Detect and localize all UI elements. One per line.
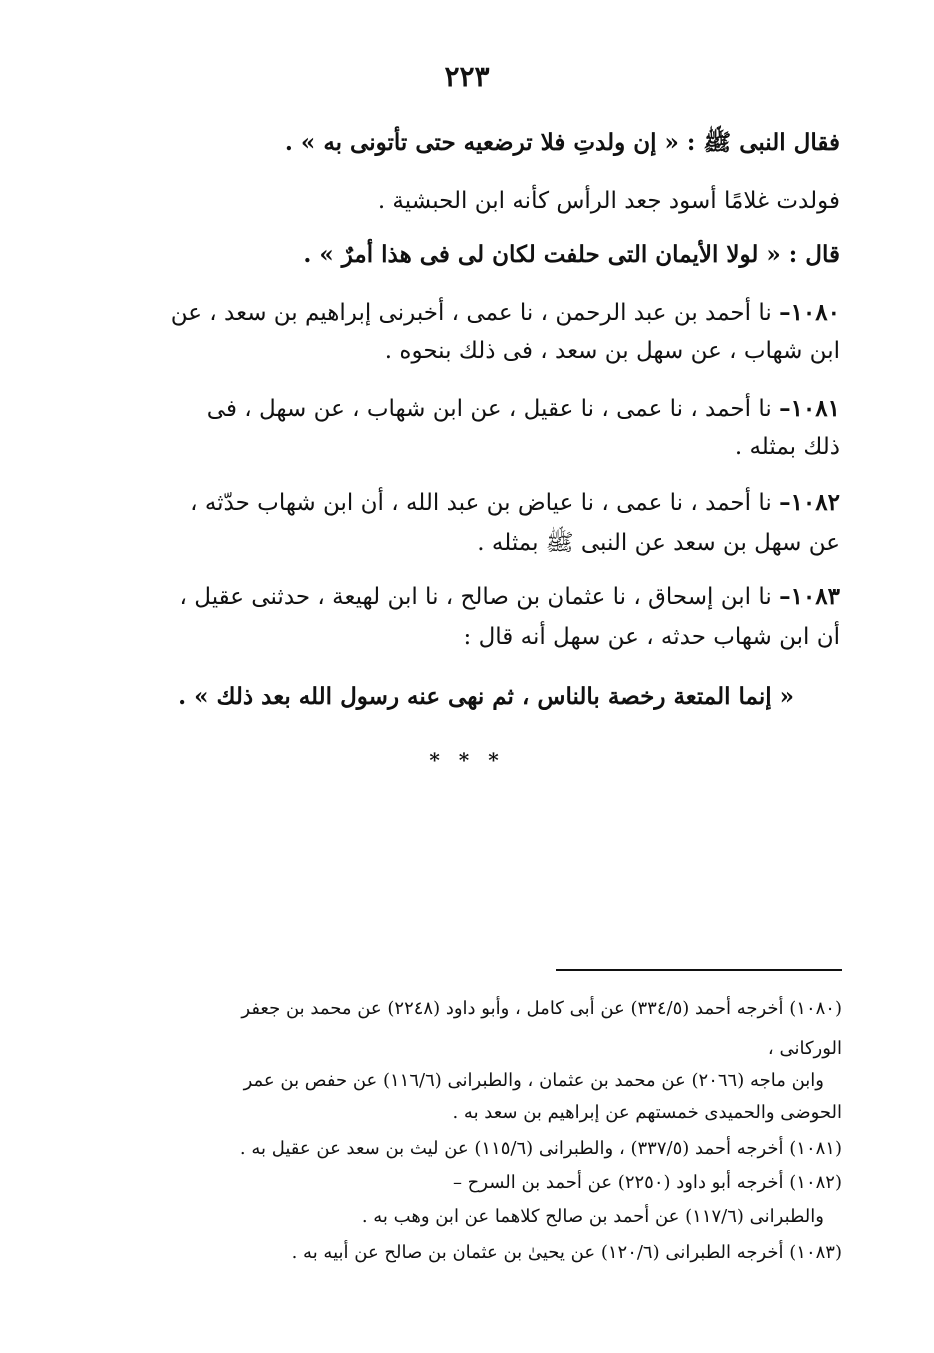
hadith-1083-line-2: أن ابن شهاب حدثه ، عن سهل أنه قال : [463, 624, 840, 650]
hadith-number: ١٠٨١ [790, 395, 840, 422]
hadith-1082-line-1 [96, 486, 840, 520]
hadith-1080-line-1 [96, 296, 840, 330]
hadith-1083-line-1 [96, 580, 840, 614]
hadith-text: نا أحمد ، نا عمى ، نا عقيل ، عن ابن شهاب ، عن سهل ، فى [206, 396, 780, 422]
text-line-3: قال : « لولا الأيمان التى حلفت لكان لى فى هذا أمرٌ » . [303, 241, 840, 268]
hadith-number: ١٠٨٣ [790, 583, 840, 610]
footnote-separator [556, 969, 842, 971]
footnote-line-3: وابن ماجه (٢٠٦٦) عن محمد بن عثمان ، والطبرانى (١١٦/٦) عن حفص بن عمر [243, 1070, 824, 1091]
section-divider-stars: * * * [429, 748, 505, 772]
footnote-line-1: (١٠٨٠) أخرجه أحمد (٣٣٤/٥) عن أبى كامل ، وأبو داود (٢٢٤٨) عن محمد بن جعفر [241, 998, 842, 1019]
hadith-1082-line-2: عن سهل بن سعد عن النبى ﷺ بمثله . [477, 530, 840, 556]
hadith-text: نا أحمد ، نا عمى ، نا عياض بن عبد الله ، أن ابن شهاب حدّثه ، [190, 490, 780, 516]
text-line-1: فقال النبى ﷺ : « إن ولدتِ فلا ترضعيه حتى تأتونى به » . [284, 129, 840, 156]
hadith-dash: – [779, 583, 791, 610]
text-line-2: فولدت غلامًا أسود جعد الرأس كأنه ابن الحبشية . [377, 188, 840, 214]
footnote-line-6: (١٠٨٢) أخرجه أبو داود (٢٢٥٠) عن أحمد بن السرح – [452, 1172, 842, 1193]
hadith-number: ١٠٨٢ [790, 489, 840, 516]
footnote-line-7: والطبرانى (١١٧/٦) عن أحمد بن صالح كلاهما عن ابن وهب به . [361, 1206, 824, 1227]
hadith-1081-line-2: ذلك بمثله . [734, 434, 840, 460]
hadith-text: نا أحمد بن عبد الرحمن ، نا عمى ، أخبرنى إبراهيم بن سعد ، عن [170, 300, 780, 326]
hadith-dash: – [779, 395, 791, 422]
footnote-line-8: (١٠٨٣) أخرجه الطبرانى (١٢٠/٦) عن يحيىٰ بن عثمان بن صالح عن أبيه به . [291, 1242, 842, 1263]
hadith-1080-line-2: ابن شهاب ، عن سهل بن سعد ، فى ذلك بنحوه . [384, 338, 840, 364]
page-number: ٢٢٣ [444, 60, 490, 93]
hadith-dash: – [779, 299, 791, 326]
footnote-line-5: (١٠٨١) أخرجه أحمد (٣٣٧/٥) ، والطبرانى (١١٥/٦) عن ليث بن سعد عن عقيل به . [239, 1138, 842, 1159]
main-text [96, 0, 840, 760]
final-quote: « إنما المتعة رخصة بالناس ، ثم نهى عنه رسول الله بعد ذلك » . [178, 683, 794, 710]
footnote-line-2: الوركانى ، [767, 1038, 842, 1059]
hadith-1081-line-1 [96, 392, 840, 426]
hadith-dash: – [779, 489, 791, 516]
hadith-number: ١٠٨٠ [790, 299, 840, 326]
hadith-text: نا ابن إسحاق ، نا عثمان بن صالح ، نا ابن لهيعة ، حدثنى عقيل ، [179, 584, 780, 610]
footnote-line-4: الحوضى والحميدى خمستهم عن إبراهيم بن سعد به . [452, 1102, 842, 1123]
